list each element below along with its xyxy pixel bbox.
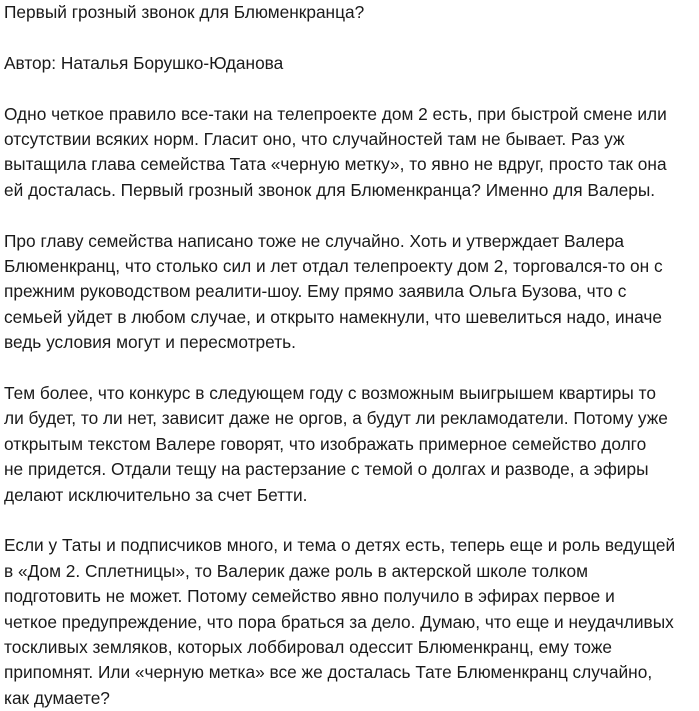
article <box>4 0 694 711</box>
paragraph-4: Если у Таты и подписчиков много, и тема о детях есть, теперь еще и роль ведущей в «Дом 2. Сплетницы», то Валерик даже роль в актерской школе толком подготовить не может. Потому семейство явно получило в эфирах первое и четкое предупреждение, что пора браться за дело. Думаю, что еще и неудачливых тоскливых земляков, которых лоббировал одессит Блюменкранц, ему тоже припомнят. Или «черную метка» все же досталась Тате Блюменкранц случайно, как думаете? <box>4 535 676 708</box>
article-author: Автор: Наталья Борушко-Юданова <box>4 52 284 73</box>
article-title: Первый грозный звонок для Блюменкранца? <box>4 2 365 22</box>
paragraph-3: Тем более, что конкурс в следующем году с возможным выигрышем квартиры то ли будет, то ли нет, зависит даже не оргов, а будут ли рекламодатели. Потому уже открытым текстом Валере говорят, что изображать примерное семейство долго не придется. Отдали тещу на растерзание с темой о долгах и разводе, а эфиры делают исключительно за счет Бетти. <box>4 383 668 505</box>
paragraph-2: Про главу семейства написано тоже не случайно. Хоть и утверждает Валера Блюменкранц, что столько сил и лет отдал телепроекту дом 2, торговался-то он с прежним руководством реалити-шоу. Ему прямо заявила Ольга Бузова, что с семьей уйдет в любом случае, и открыто намекнули, что шевелиться надо, иначе ведь условия могут и пересмотреть. <box>4 230 663 353</box>
paragraph-1: Одно четкое правило все-таки на телепроекте дом 2 есть, при быстрой смене или отсутствии всяких норм. Гласит оно, что случайностей там не бывает. Раз уж вытащила глава семейства Тата «черную метку», то явно не вдруг, просто так она ей досталась. Первый грозный звонок для Блюменкранца? Именно для Валеры. <box>4 103 667 200</box>
